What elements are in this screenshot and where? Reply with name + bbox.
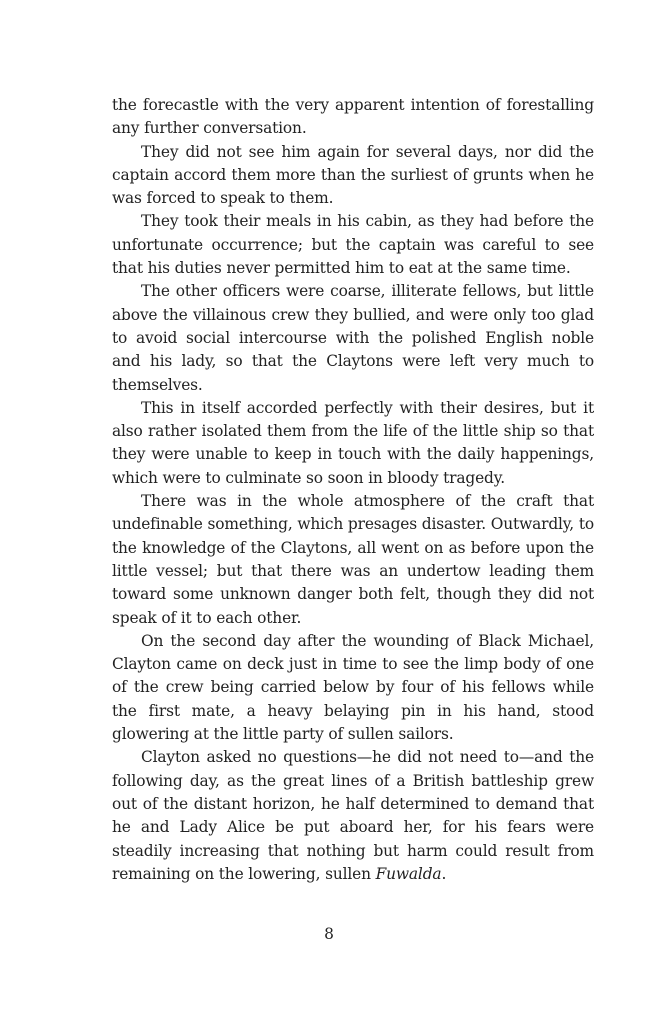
page-body — [112, 94, 594, 886]
paragraph-4: The other officers were coarse, illiterate fellows, but little above the villainous crew they bullied, and were only too glad to avoid social intercourse with the polished English noble and his lady, so that the Claytons were left very much to themselves. — [112, 282, 594, 394]
ship-name: Fuwalda — [375, 864, 442, 883]
paragraph-7: On the second day after the wounding of Black Michael, Clayton came on deck just in time to see the limp body of one of the crew being carried below by four of his fellows while the first mate, a heavy belaying pin in his hand, stood glowering at the little party of sullen sailors. — [112, 631, 594, 744]
page-number: 8 — [324, 925, 334, 943]
paragraph-8 — [112, 746, 594, 886]
paragraph-2: They did not see him again for several days, nor did the captain accord them more than the surliest of grunts when he was forced to speak to them. — [112, 142, 594, 208]
paragraph-8-end: . — [441, 864, 447, 883]
paragraph-8-text: Clayton asked no questions—he did not need to—and the following day, as the great lines of a British battleship grew out of the distant horizon, he half determined to demand that he and Lady Alice be put aboard her, for his fears were steadily increasing that nothing but harm could result from remaining on the lowering, sullen — [112, 748, 594, 883]
paragraph-1: the forecastle with the very apparent intention of forestalling any further conversation. — [112, 96, 594, 138]
paragraph-3: They took their meals in his cabin, as they had before the unfortunate occurrence; but the captain was careful to see that his duties never permitted him to eat at the same time. — [112, 212, 594, 278]
paragraph-6: There was in the whole atmosphere of the craft that undefinable something, which presages disaster. Outwardly, to the knowledge of the Claytons, all went on as before upon the little vessel; but that there was an undertow leading them toward some unknown danger both felt, though they did not speak of it to each other. — [112, 492, 594, 627]
paragraph-5: This in itself accorded perfectly with their desires, but it also rather isolated them from the life of the little ship so that they were unable to keep in touch with the daily happenings, which were to culminate so soon in bloody tragedy. — [112, 398, 594, 487]
